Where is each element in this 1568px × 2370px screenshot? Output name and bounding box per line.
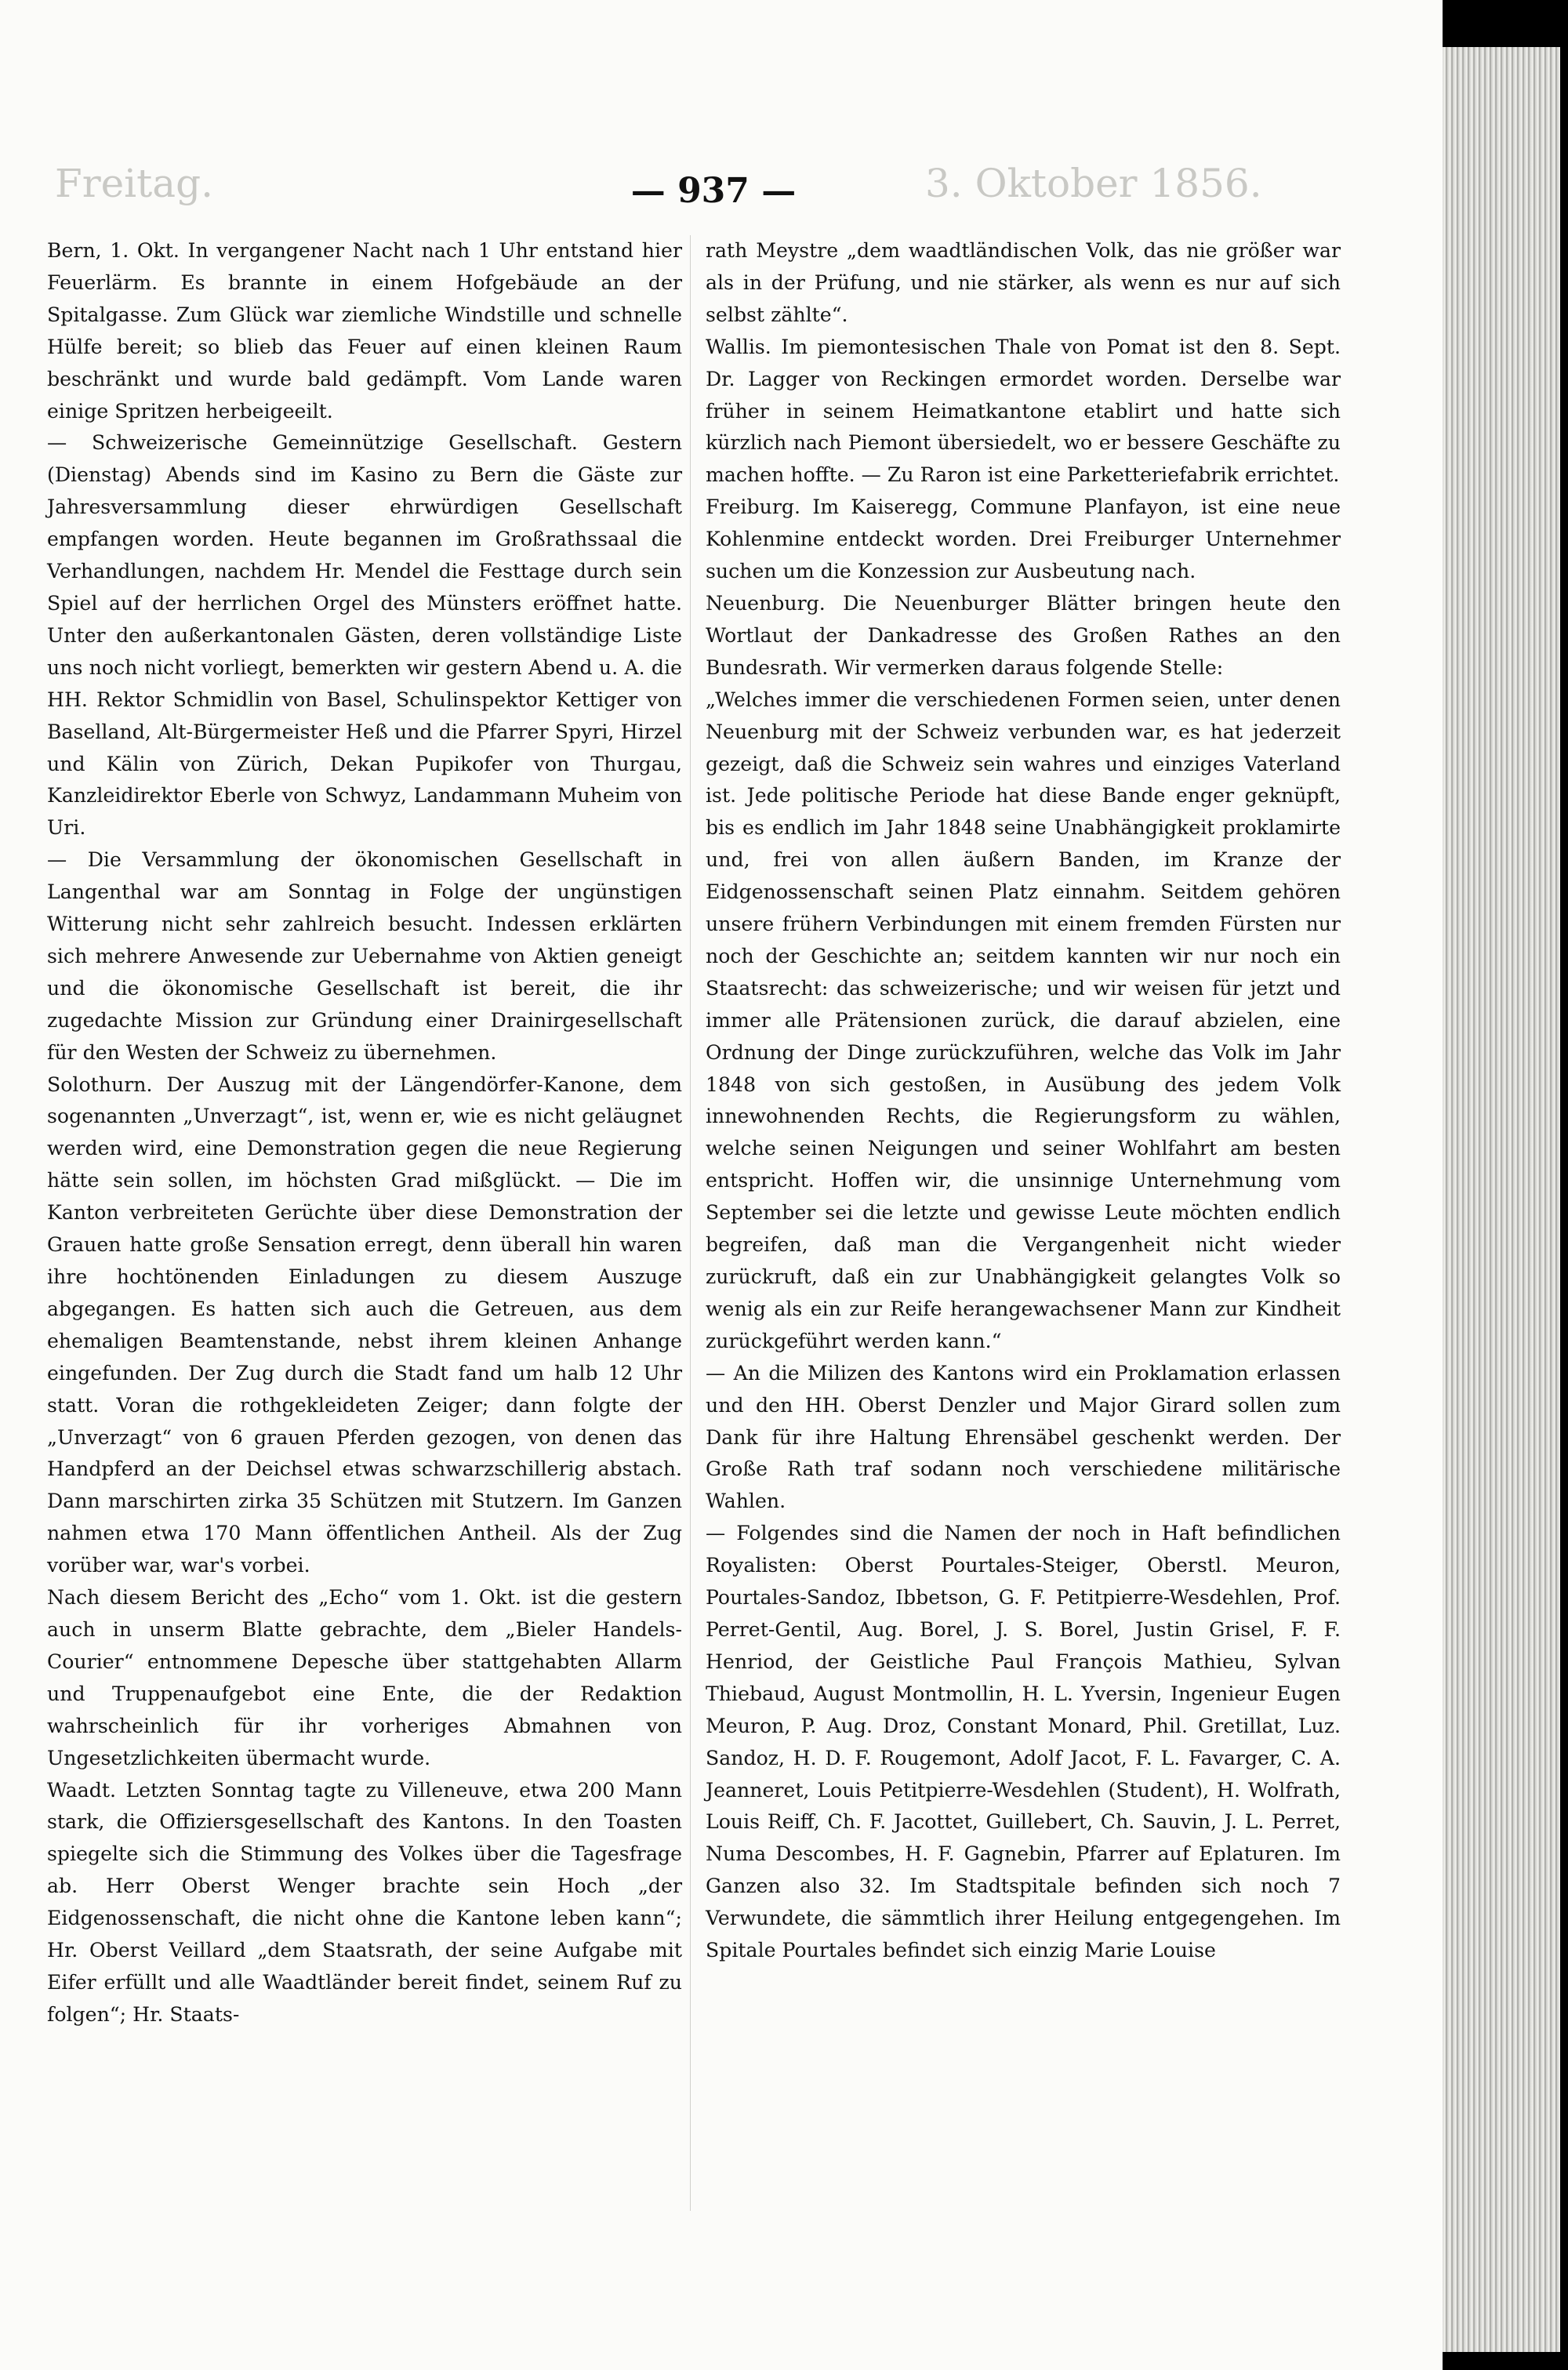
column-divider [690, 235, 691, 2211]
paragraph-bern: Bern, 1. Okt. In vergangener Nacht nach 1 Uhr entstand hier Feuerlärm. Es brannte in einem Hofgebäude an der Spitalgasse. Zum Glück war ziemliche Windstille und schnelle Hülfe bereit; so blieb das Feuer auf einen kleinen Raum beschränkt und wurde bald gedämpft. Vom Lande waren einige Spritzen herbeigeeilt. [47, 239, 682, 423]
paragraph-meystre: rath Meystre „dem waadtländischen Volk, das nie größer war als in der Prüfung, und nie stärker, als wenn es nur auf sich selbst zählte“. [706, 239, 1341, 326]
left-column [47, 235, 682, 2031]
paragraph-freiburg: Freiburg. Im Kaiseregg, Commune Planfayon, ist eine neue Kohlenmine entdeckt worden. Drei Freiburger Unternehmer suchen um die Konzession zur Ausbeutung nach. [706, 495, 1341, 583]
bleed-through-text-left: Freitag. [55, 161, 213, 206]
paragraph-royalisten: — Folgendes sind die Namen der noch in Haft befindlichen Royalisten: Oberst Pourtales-Steiger, Oberstl. Meuron, Pourtales-Sandoz, Ibbetson, G. F. Petitpierre-Wesdehlen, Prof. Perret-Gentil, Aug. Borel, J. S. Borel, Justin Grisel, F. F. Henriod, der Geistliche Paul François Mathieu, Sylvan Thiebaud, August Montmollin, H. L. Yversin, Ingenieur Eugen Meuron, P. Aug. Droz, Constant Monard, Phil. Gretillat, Luz. Sandoz, H. D. F. Rougemont, Adolf Jacot, F. L. Favarger, C. A. Jeanneret, Louis Petitpierre-Wesdehlen (Student), H. Wolfrath, Louis Reiff, Ch. F. Jacottet, Guillebert, Ch. Sauvin, J. L. Perret, Numa Descombes, H. F. Gagnebin, Pfarrer auf Eplaturen. Im Ganzen also 32. Im Stadtspitale befinden sich noch 7 Verwundete, die sämmtlich ihrer Heilung entgegengehen. Im Spitale Pourtales befindet sich einzig Marie Louise [706, 1522, 1341, 1962]
book-page-edges [1443, 47, 1560, 2352]
paragraph-wallis: Wallis. Im piemontesischen Thale von Pomat ist den 8. Sept. Dr. Lagger von Reckingen ermordet worden. Derselbe war früher in seinem Heimatkantone etablirt und hatte sich kürzlich nach Piemont übersiedelt, wo er bessere Geschäfte zu machen hoffte. — Zu Raron ist eine Parketteriefabrik errichtet. [706, 335, 1341, 487]
page-number: — 937 — [630, 171, 797, 211]
paragraph-echo: Nach diesem Bericht des „Echo“ vom 1. Okt. ist die gestern auch in unserm Blatte gebrachte, dem „Bieler Handels-Courier“ entnommene Depesche über stattgehabten Allarm und Truppenaufgebot eine Ente, die der Redaktion wahrscheinlich für ihr vorheriges Abmahnen von Ungesetzlichkeiten übermacht wurde. [47, 1586, 682, 1769]
right-column [706, 235, 1341, 1967]
paragraph-milizen: — An die Milizen des Kantons wird ein Proklamation erlassen und den HH. Oberst Denzler und Major Girard sollen zum Dank für ihre Haltung Ehrensäbel geschenkt werden. Der Große Rath traf sodann noch verschiedene militärische Wahlen. [706, 1361, 1341, 1513]
paragraph-neuenburg: Neuenburg. Die Neuenburger Blätter bringen heute den Wortlaut der Dankadresse des Großen Rathes an den Bundesrath. Wir vermerken daraus folgende Stelle: [706, 591, 1341, 679]
paragraph-gemeinnuetzige: — Schweizerische Gemeinnützige Gesellschaft. Gestern (Dienstag) Abends sind im Kasino zu Bern die Gäste zur Jahresversammlung dieser ehrwürdigen Gesellschaft empfangen worden. Heute begannen im Großrathssaal die Verhandlungen, nachdem Hr. Mendel die Festtage durch sein Spiel auf der herrlichen Orgel des Münsters eröffnet hatte. Unter den außerkantonalen Gästen, deren vollständige Liste uns noch nicht vorliegt, bemerkten wir gestern Abend u. A. die HH. Rektor Schmidlin von Basel, Schulinspektor Kettiger von Baselland, Alt-Bürgermeister Heß und die Pfarrer Spyri, Hirzel und Kälin von Zürich, Dekan Pupikofer von Thurgau, Kanzleidirektor Eberle von Schwyz, Landammann Muheim von Uri. [47, 431, 682, 840]
paragraph-oekonomische: — Die Versammlung der ökonomischen Gesellschaft in Langenthal war am Sonntag in Folge der ungünstigen Witterung nicht sehr zahlreich besucht. Indessen erklärten sich mehrere Anwesende zur Uebernahme von Aktien geneigt und die ökonomische Gesellschaft ist bereit, die ihr zugedachte Mission zur Gründung einer Drainirgesellschaft für den Westen der Schweiz zu übernehmen. [47, 848, 682, 1064]
paragraph-solothurn: Solothurn. Der Auszug mit der Längendörfer-Kanone, dem sogenannten „Unverzagt“, ist, wenn er, wie es nicht geläugnet werden wird, eine Demonstration gegen die neue Regierung hätte sein sollen, im höchsten Grad mißglückt. — Die im Kanton verbreiteten Gerüchte über diese Demonstration der Grauen hatte große Sensation erregt, denn überall hin waren ihre hochtönenden Einladungen zu diesem Auszuge abgegangen. Es hatten sich auch die Getreuen, aus dem ehemaligen Beamtenstande, nebst ihrem kleinen Anhange eingefunden. Der Zug durch die Stadt fand um halb 12 Uhr statt. Voran die rothgekleideten Zeiger; dann folgte der „Unverzagt“ von 6 grauen Pferden gezogen, von denen das Handpferd an der Deichsel etwas schwarzschillerig abstach. Dann marschirten zirka 35 Schützen mit Stutzern. Im Ganzen nahmen etwa 170 Mann öffentlichen Antheil. Als der Zug vorüber war, war's vorbei. [47, 1072, 682, 1577]
paragraph-dankadresse-quote: „Welches immer die verschiedenen Formen seien, unter denen Neuenburg mit der Schweiz verbunden war, es hat jederzeit gezeigt, daß die Schweiz sein wahres und einziges Vaterland ist. Jede politische Periode hat diese Bande enger geknüpft, bis es endlich im Jahr 1848 seine Unabhängigkeit proklamirte und, frei von allen äußern Banden, im Kranze der Eidgenossenschaft seinen Platz einnahm. Seitdem gehören unsere frühern Verbindungen mit einem fremden Fürsten nur noch der Geschichte an; seitdem kannten wir nur noch ein Staatsrecht: das schweizerische; und wir weisen für jetzt und immer alle Prätensionen zurück, die darauf abzielen, eine Ordnung der Dinge zurückzuführen, welche das Volk im Jahr 1848 von sich gestoßen, in Ausübung des jedem Volk innewohnenden Rechts, die Regierungsform zu wählen, welche seinen Neigungen und seiner Wohlfahrt am besten entspricht. Hoffen wir, die unsinnige Unternehmung vom September sei die letzte und gewisse Leute möchten endlich begreifen, daß man die Vergangenheit nicht wieder zurückruft, daß ein zur Unabhängigkeit gelangtes Volk so wenig als ein zur Reife herangewachsener Mann zur Kindheit zurückgeführt werden kann.“ [706, 688, 1341, 1352]
paragraph-waadt: Waadt. Letzten Sonntag tagte zu Villeneuve, etwa 200 Mann stark, die Offiziersgesellschaft des Kantons. In den Toasten spiegelte sich die Stimmung des Volkes über die Tagesfrage ab. Herr Oberst Wenger brachte sein Hoch „der Eidgenossenschaft, die nicht ohne die Kantone leben kann“; Hr. Oberst Veillard „dem Staatsrath, der seine Aufgabe mit Eifer erfüllt und alle Waadtländer bereit findet, seinem Ruf zu folgen“; Hr. Staats- [47, 1778, 682, 2026]
bleed-through-text-right: 3. Oktober 1856. [925, 161, 1262, 206]
